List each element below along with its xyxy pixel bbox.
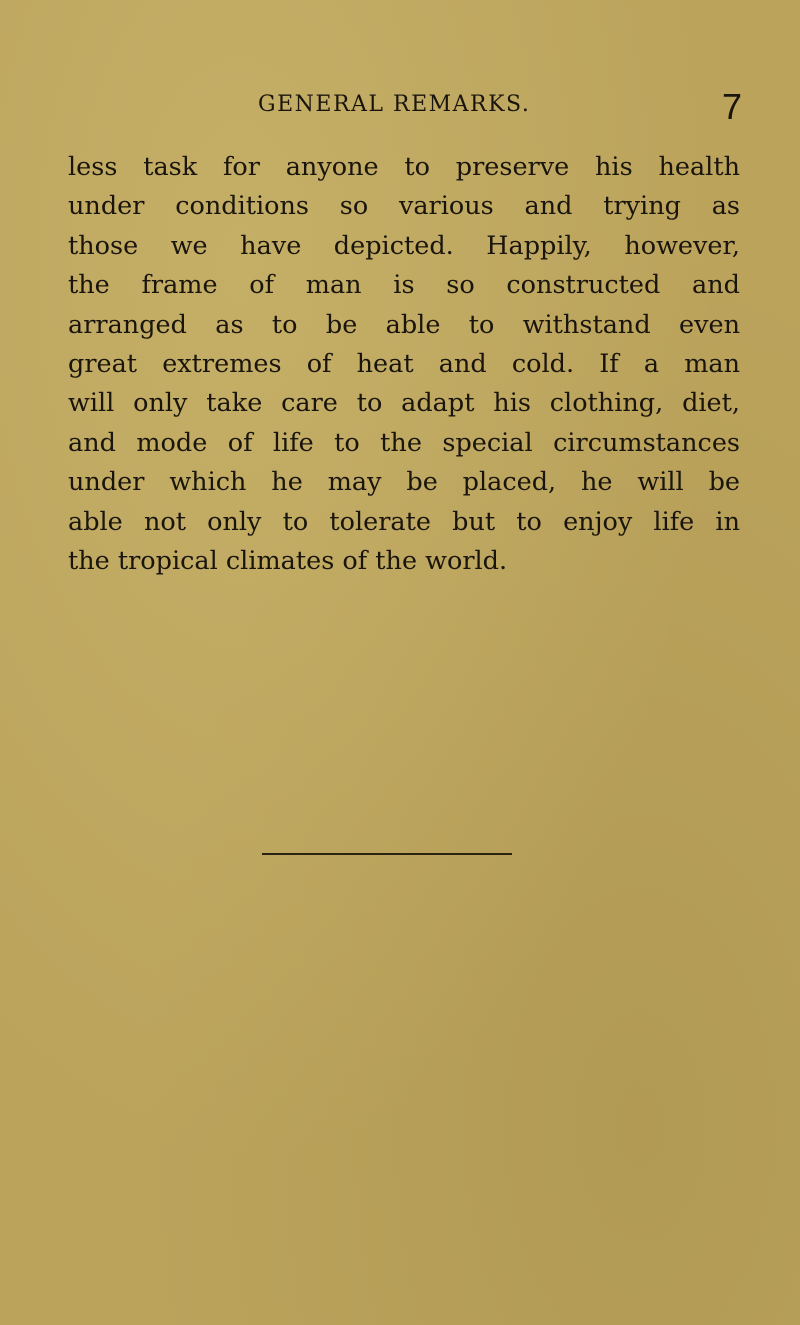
text-line: the tropical climates of the world. [68,545,508,576]
text-line: able not only to tolerate but to enjoy life in [68,506,740,537]
running-head [258,86,748,132]
text-line: under which he may be placed, he will be [68,467,740,498]
body-paragraph [68,148,740,581]
running-head-title: GENERAL REMARKS. [258,92,531,117]
text-line: will only take care to adapt his clothing, diet, [68,388,740,419]
text-line: great extremes of heat and cold. If a man [68,348,740,379]
text-line: less task for anyone to preserve his health [68,152,740,182]
text-line: and mode of life to the special circumstances [68,427,740,458]
text-line: arranged as to be able to withstand even [68,309,740,340]
text-line: under conditions so various and trying as [68,191,740,222]
section-divider-rule [262,853,512,855]
text-line: the frame of man is so constructed and [68,270,740,301]
text-line: those we have depicted. Happily, however, [68,230,740,261]
page-number: 7 [721,86,742,127]
